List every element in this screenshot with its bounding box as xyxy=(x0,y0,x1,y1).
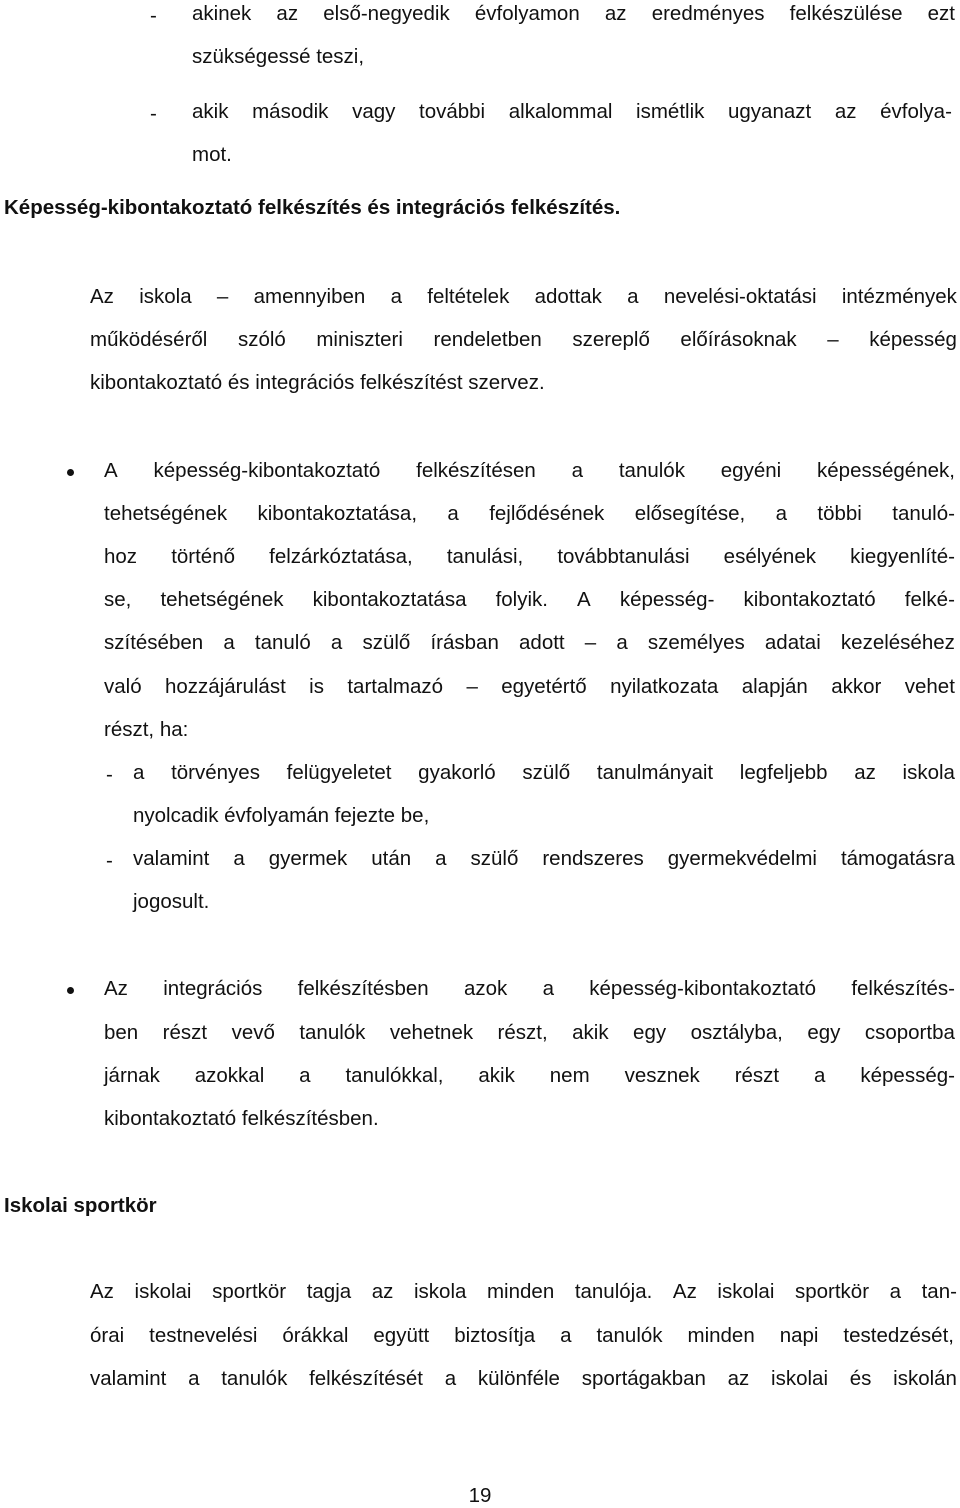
bullet-line: hoz történő felzárkóztatása, tanulási, továbbtanulási esélyének kiegyenlíté- xyxy=(104,545,955,568)
sub-item-1-line-2: nyolcadik évfolyamán fejezte be, xyxy=(133,804,430,827)
paragraph-line: Az iskola – amennyiben a feltételek adottak a nevelési-oktatási intézmények xyxy=(90,285,957,308)
list-item-1-line-1: akinek az első-negyedik évfolyamon az eredményes felkészülése ezt xyxy=(192,2,955,25)
sub-item-2-line-2: jogosult. xyxy=(133,890,210,913)
bullet-line: se, tehetségének kibontakoztatása folyik. A képesség- kibontakoztató felké- xyxy=(104,588,955,611)
list-item-1-line-2: szükségessé teszi, xyxy=(192,45,365,68)
paragraph-line: valamint a tanulók felkészítését a különféle sportágakban az iskolai és iskolán xyxy=(90,1367,957,1390)
sub-item-2-line-1: valamint a gyermek után a szülő rendszeres gyermekvédelmi támogatásra xyxy=(133,847,955,870)
bullet-line: A képesség-kibontakoztató felkészítésen a tanulók egyéni képességének, xyxy=(104,459,955,482)
list-dash: - xyxy=(150,102,157,125)
paragraph-line: órai testnevelési órákkal együtt biztosítja a tanulók minden napi testedzését, xyxy=(90,1324,954,1347)
list-dash: - xyxy=(150,4,157,27)
paragraph-line: Az iskolai sportkör tagja az iskola minden tanulója. Az iskolai sportkör a tan- xyxy=(90,1280,957,1303)
section-heading-kepesseg: Képesség-kibontakoztató felkészítés és integrációs felkészítés. xyxy=(4,196,621,219)
list-dash: - xyxy=(106,849,113,872)
section-heading-sportkor: Iskolai sportkör xyxy=(4,1194,157,1217)
list-dash: - xyxy=(106,763,113,786)
bullet-line: Az integrációs felkészítésben azok a képesség-kibontakoztató felkészítés- xyxy=(104,977,955,1000)
bullet-line: részt, ha: xyxy=(104,718,189,741)
bullet-line: járnak azokkal a tanulókkal, akik nem vesznek részt a képesség- xyxy=(104,1064,955,1087)
bullet-line: ben részt vevő tanulók vehetnek részt, akik egy osztályba, egy csoportba xyxy=(104,1021,955,1044)
bullet-line: kibontakoztató felkészítésben. xyxy=(104,1107,379,1130)
list-item-2-line-1: akik második vagy további alkalommal ismétlik ugyanazt az évfolya- xyxy=(192,100,952,123)
bullet-line: szítésében a tanuló a szülő írásban adott – a személyes adatai kezeléséhez xyxy=(104,631,955,654)
paragraph-line: működéséről szóló miniszteri rendeletben szereplő előírásoknak – képesség xyxy=(90,328,957,351)
bullet-line: való hozzájárulást is tartalmazó – egyetértő nyilatkozata alapján akkor vehet xyxy=(104,675,955,698)
bullet-dot xyxy=(67,469,74,476)
page-number: 19 xyxy=(468,1484,492,1507)
list-item-2-line-2: mot. xyxy=(192,143,232,166)
paragraph-line: kibontakoztató és integrációs felkészítést szervez. xyxy=(90,371,545,394)
sub-item-1-line-1: a törvényes felügyeletet gyakorló szülő tanulmányait legfeljebb az iskola xyxy=(133,761,955,784)
bullet-line: tehetségének kibontakoztatása, a fejlődésének elősegítése, a többi tanuló- xyxy=(104,502,955,525)
bullet-dot xyxy=(67,987,74,994)
